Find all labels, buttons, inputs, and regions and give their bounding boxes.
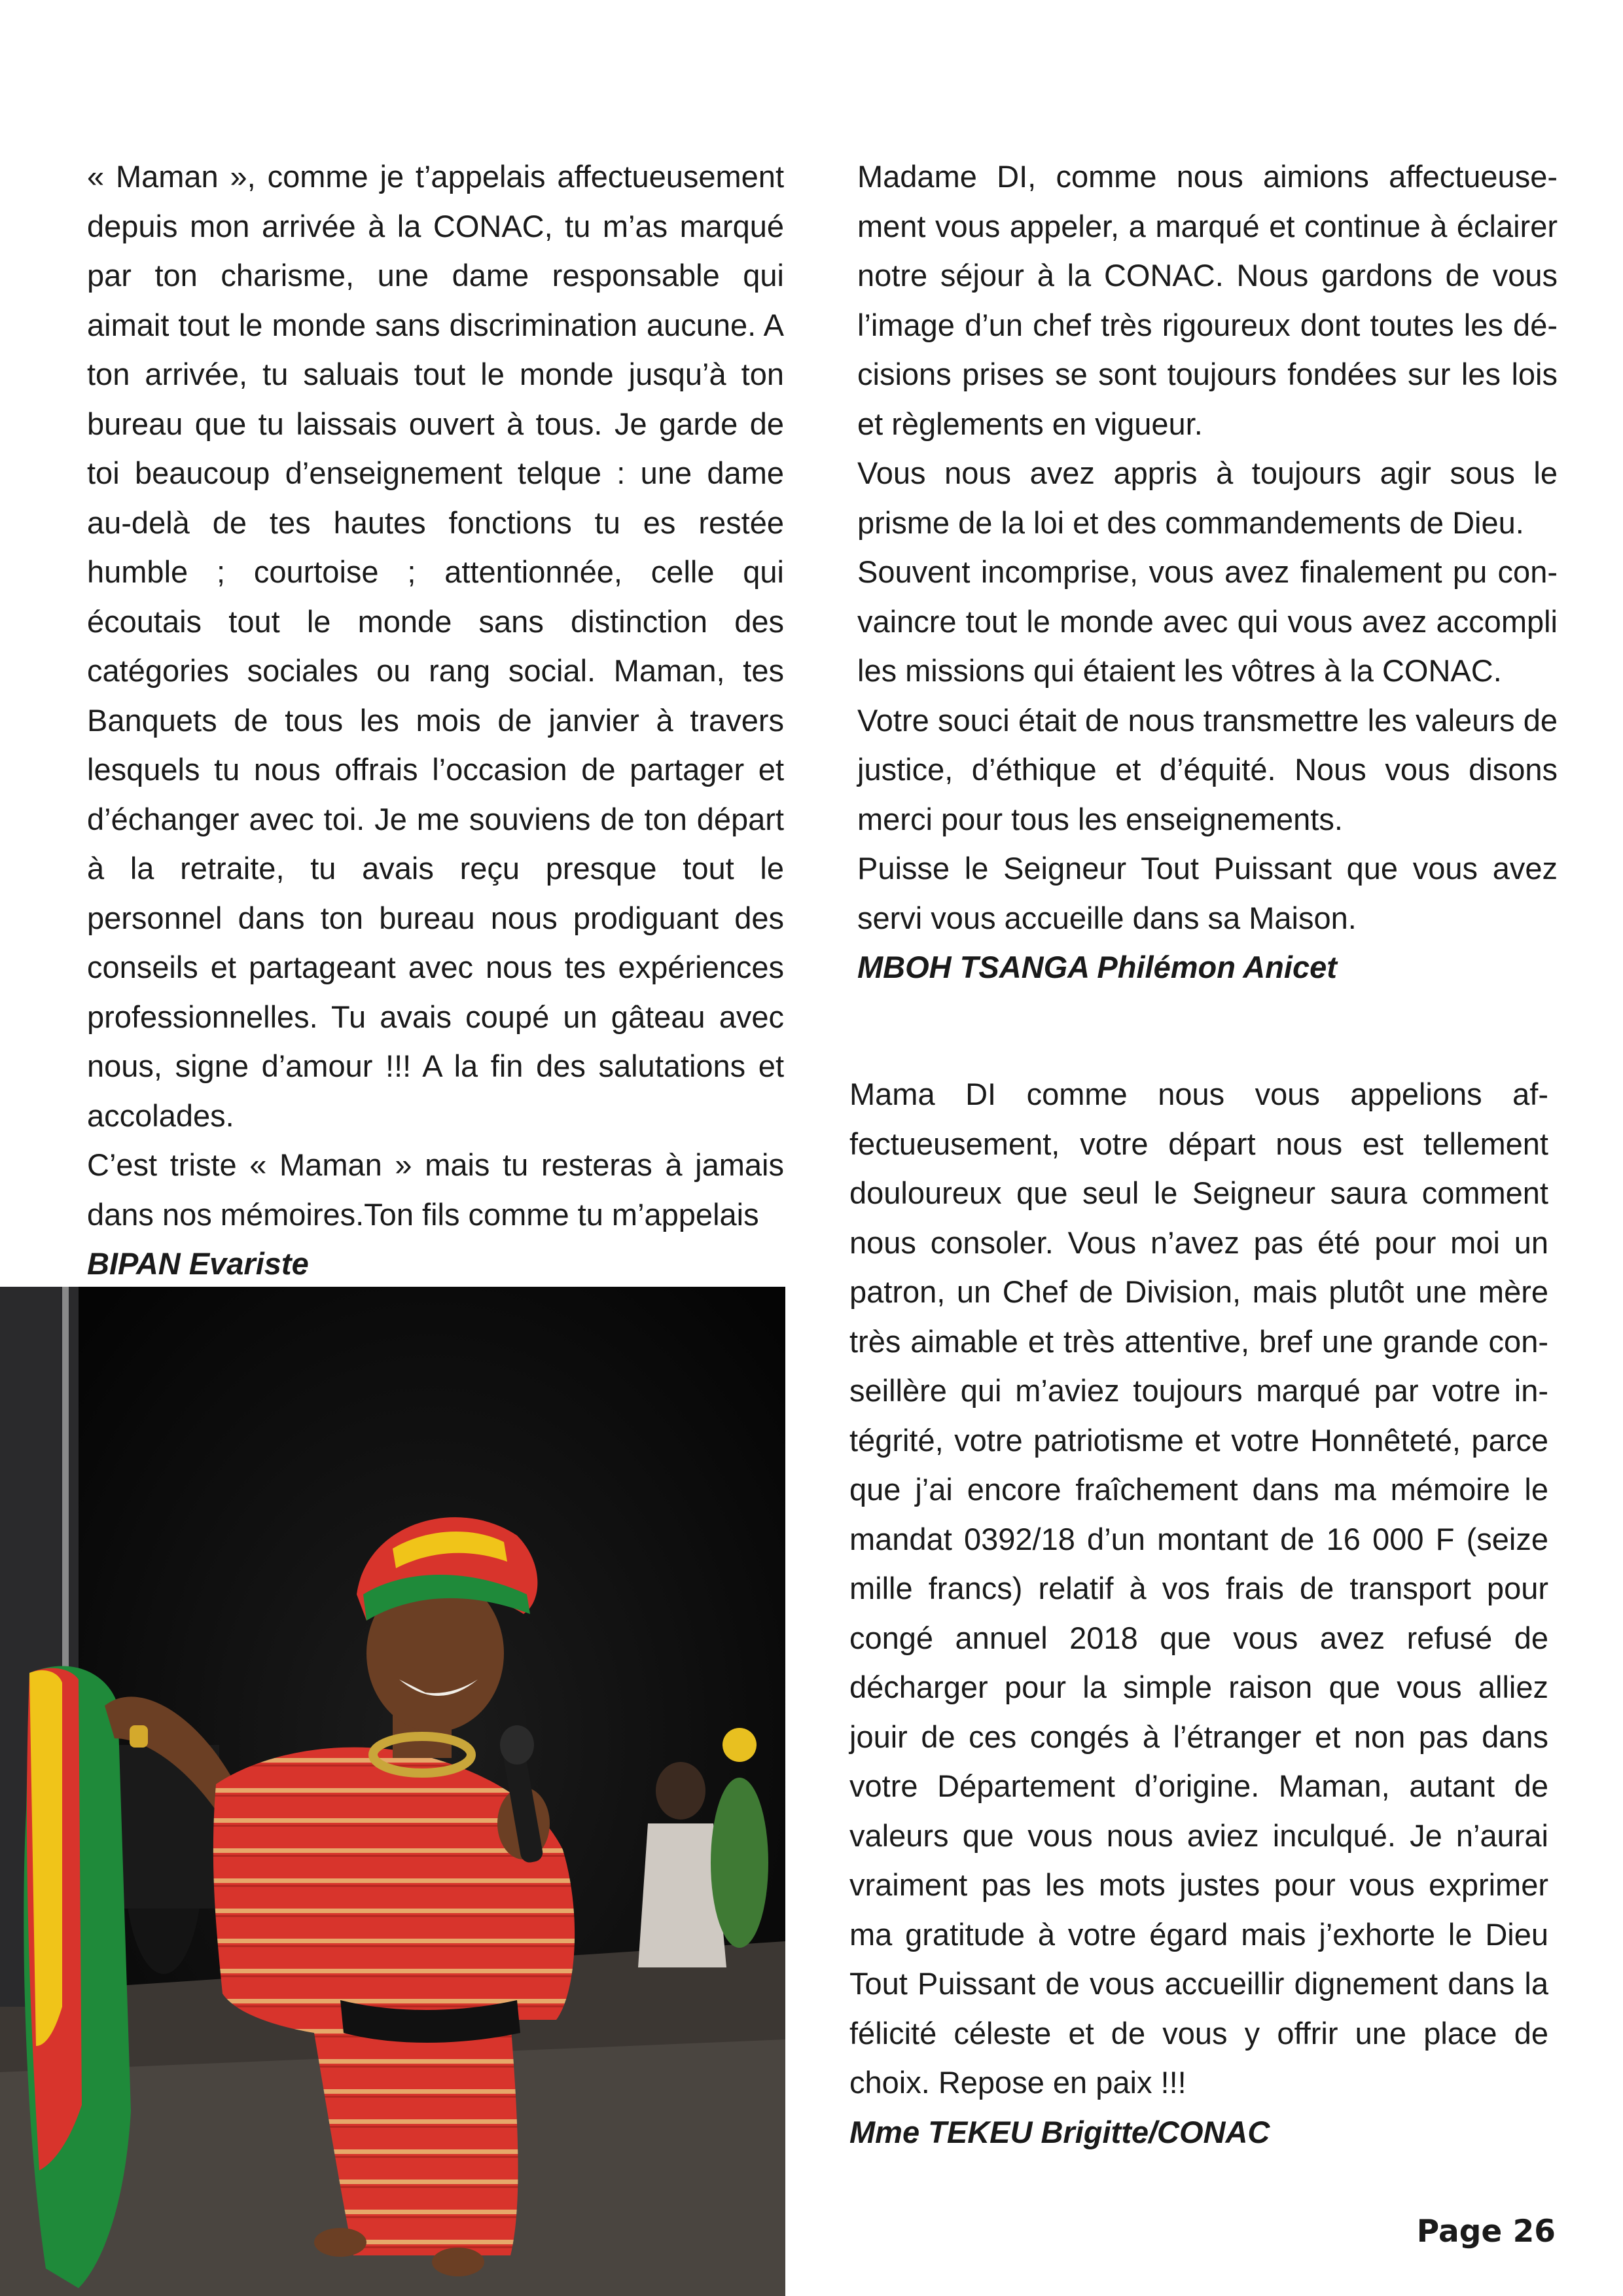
tribute-mboh-paragraph: Madame DI, comme nous aimions affectueusement vous appeler, a marqué et continue à éclairer notre séjour à la CONAC. Nous gardons de vous l’image d’un chef très rigoureux dont toutes les décisions prises se sont toujours fondées sur les lois et règlements en vigueur. — [857, 159, 1558, 441]
microphone-head — [500, 1725, 534, 1765]
tribute-bipan — [87, 152, 784, 1289]
tribute-mboh-paragraph: Puisse le Seigneur Tout Puissant que vous avez servi vous accueille dans sa Maison. — [857, 851, 1558, 935]
foot-right — [432, 2248, 484, 2276]
tribute-tekeu-text: Mama DI comme nous vous appelions affectueusement, votre départ nous est tellement douloureux que seul le Seigneur saura comment nous consoler. Vous n’avez pas été pour moi un patron, un Chef de Division, mais plutôt une mère très aimable et très attentive, bref une grande conseillère qui m’aviez toujours marqué par votre intégrité, votre patriotisme et votre Honnêteté, parce que j’ai encore fraîchement dans ma mémoire le mandat 0392/18 d’un montant de 16 000 F (seize mille francs) relatif à vos frais de transport pour congé annuel 2018 que vous avez refusé de décharger pour la simple raison que vous alliez jouir de ces congés à l’étranger et non pas dans votre Département d’origine. Maman, autant de valeurs que vous nous aviez inculqué. Je n’aurai vraiment pas les mots justes pour vous exprimer ma gratitude à votre égard mais j’exhorte le Dieu Tout Puissant de vous accueillir dignement dans la félicité céleste et de vous y offrir une place de choix. Repose en paix !!! — [849, 1077, 1548, 2100]
bg-person-green — [711, 1778, 768, 1948]
photo-illustration — [0, 1287, 785, 2296]
tribute-mboh-paragraph: Vous nous avez appris à toujours agir sous le prisme de la loi et des commandements de Dieu. — [857, 456, 1558, 540]
tribute-mboh-paragraph: Souvent incomprise, vous avez finalement pu convaincre tout le monde avec qui vous avez accompli les missions qui étaient les vôtres à la CONAC. — [857, 554, 1558, 688]
bg-person-scarf — [722, 1728, 757, 1762]
bracelet — [130, 1725, 148, 1748]
signature-mboh: MBOH TSANGA Philémon Anicet — [857, 950, 1337, 984]
page-number: Page 26 — [1416, 2214, 1556, 2250]
bg-person-head — [656, 1762, 705, 1820]
signature-tekeu: Mme TEKEU Brigitte/CONAC — [849, 2114, 1270, 2149]
tribute-tekeu — [849, 1069, 1548, 2157]
signature-bipan: BIPAN Evariste — [87, 1246, 309, 1281]
tribute-mboh-paragraph: Votre souci était de nous transmettre les valeurs de justice, d’éthique et d’équité. Nous vous disons merci pour tous les enseignements. — [857, 702, 1558, 836]
tribute-bipan-closing: C’est triste « Maman » mais tu resteras à jamais dans nos mémoires.Ton fils comme tu m’appelais — [87, 1147, 784, 1232]
foot-left — [314, 2228, 366, 2257]
tribute-mboh — [857, 152, 1558, 992]
tribute-bipan-text: « Maman », comme je t’appelais affectueusement depuis mon arrivée à la CONAC, tu m’as marqué par ton charisme, une dame responsable qui aimait tout le monde sans discrimination aucune. A ton arrivée, tu saluais tout le monde jusqu’à ton bureau que tu laissais ouvert à tous. Je garde de toi beaucoup d’enseignement telque : une dame au-delà de tes hautes fonctions tu es restée humble ; courtoise ; attentionnée, celle qui écoutais tout le monde sans distinction des catégories sociales ou rang social. Maman, tes Banquets de tous les mois de janvier à travers lesquels tu nous offrais l’occasion de partager et d’échanger avec toi. Je me souviens de ton départ à la retraite, tu avais reçu presque tout le personnel dans ton bureau nous prodiguant des conseils et partageant avec nous tes expériences professionnelles. Tu avais coupé un gâteau avec nous, signe d’amour !!! A la fin des salutations et accolades. — [87, 159, 784, 1133]
photo-woman-with-flag — [0, 1287, 785, 2296]
